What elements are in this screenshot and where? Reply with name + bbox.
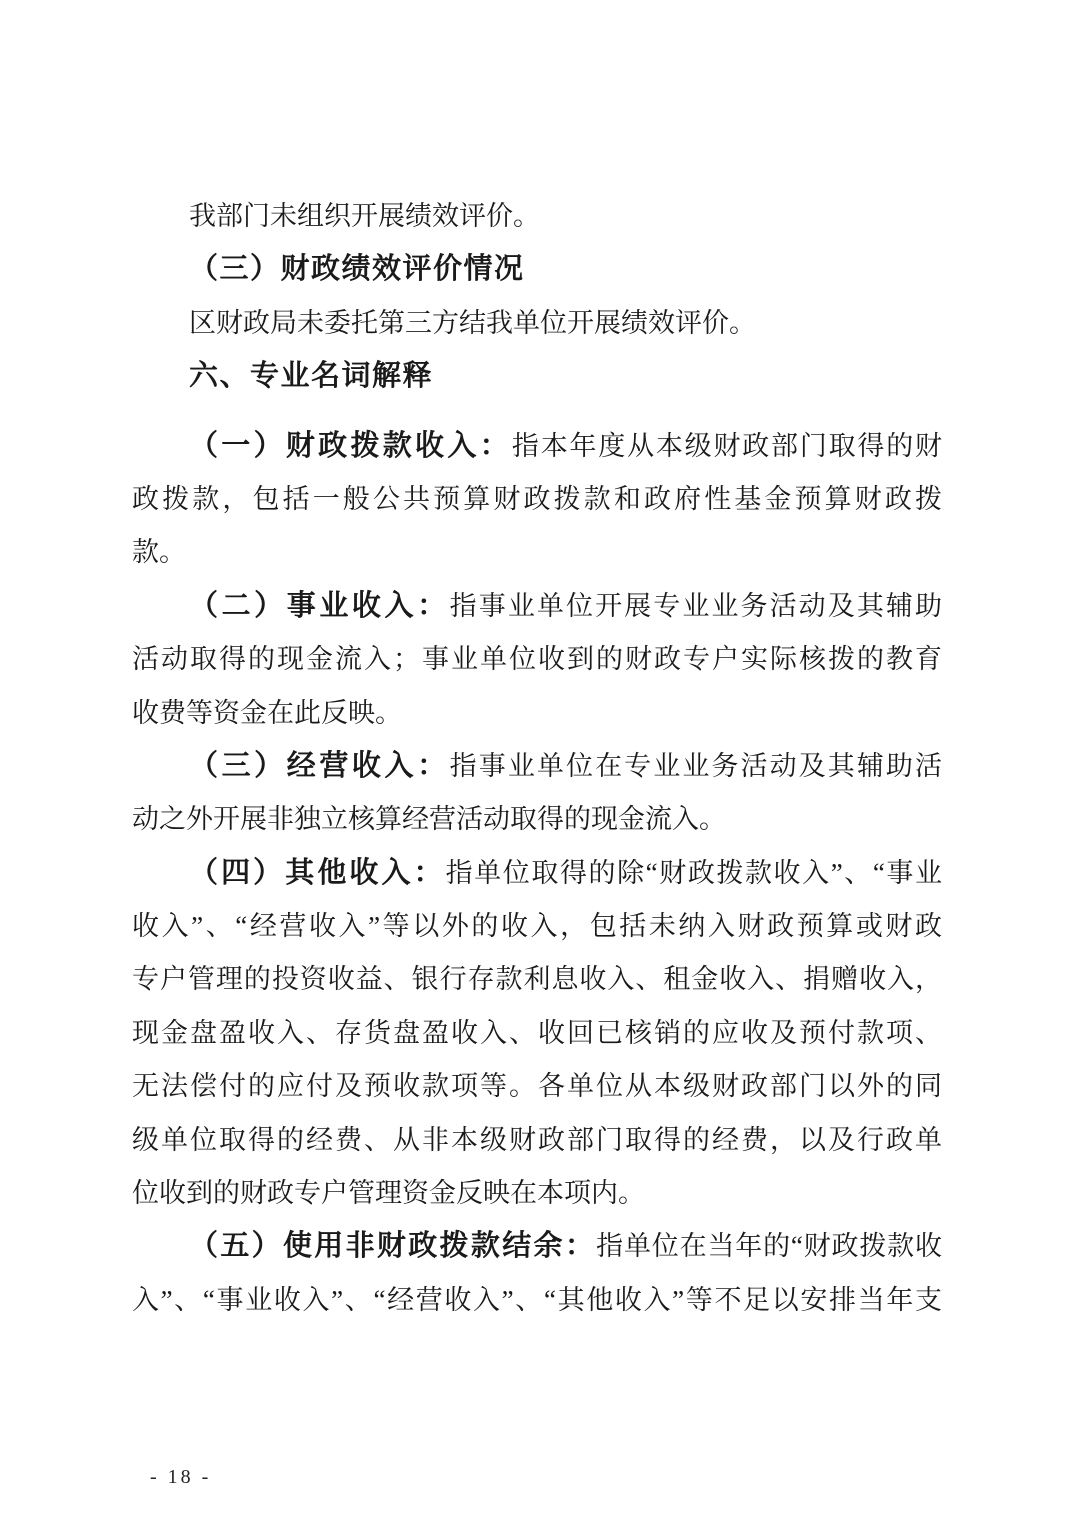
term-label: 六、专业名词解释 xyxy=(189,360,434,393)
text-line: 动之外开展非独立核算经营活动取得的现金流入。 xyxy=(132,804,726,835)
text-line: 入”、“事业收入”、“经营收入”、“其他收入”等不足以安排当年支 xyxy=(132,1284,942,1315)
term-label: （三）经营收入： xyxy=(189,749,450,782)
text-line: 款。 xyxy=(132,537,186,568)
text-line: （五）使用非财政拨款结余：指单位在当年的“财政拨款收 xyxy=(189,1230,942,1263)
text-line: 收入”、“经营收入”等以外的收入，包括未纳入财政预算或财政 xyxy=(132,911,942,942)
text-line: 无法偿付的应付及预收款项等。各单位从本级财政部门以外的同 xyxy=(132,1071,942,1102)
text-line: （四）其他收入：指单位取得的除“财政拨款收入”、“事业 xyxy=(189,856,942,889)
term-label: （三）财政绩效评价情况 xyxy=(189,253,525,286)
text-line: （二）事业收入：指事业单位开展专业业务活动及其辅助 xyxy=(189,589,942,622)
text-line: 级单位取得的经费、从非本级财政部门取得的经费，以及行政单 xyxy=(132,1124,942,1155)
text-line: 活动取得的现金流入；事业单位收到的财政专户实际核拨的教育 xyxy=(132,644,942,675)
document-body xyxy=(132,190,942,1327)
term-label: （五）使用非财政拨款结余： xyxy=(189,1230,597,1263)
text-line: （一）财政拨款收入：指本年度从本级财政部门取得的财 xyxy=(189,429,942,462)
text-line: 我部门未组织开展绩效评价。 xyxy=(189,201,540,231)
text-line: 现金盘盈收入、存货盘盈收入、收回已核销的应收及预付款项、 xyxy=(132,1017,942,1048)
section-heading xyxy=(132,350,942,403)
text-line: 政拨款，包括一般公共预算财政拨款和政府性基金预算财政拨 xyxy=(132,483,942,514)
text-line: 区财政局未委托第三方结我单位开展绩效评价。 xyxy=(189,307,756,338)
text-line: 收费等资金在此反映。 xyxy=(132,697,402,728)
section-heading xyxy=(132,243,942,296)
term-label: （四）其他收入： xyxy=(189,856,446,889)
text-line: （三）经营收入：指事业单位在专业业务活动及其辅助活 xyxy=(189,749,942,782)
term-label: （二）事业收入： xyxy=(189,589,450,622)
text-line: 位收到的财政专户管理资金反映在本项内。 xyxy=(132,1178,645,1209)
text-line: 专户管理的投资收益、银行存款利息收入、租金收入、捐赠收入， xyxy=(132,964,942,995)
page-number: - 18 - xyxy=(150,1466,212,1488)
term-label: （一）财政拨款收入： xyxy=(189,429,512,462)
